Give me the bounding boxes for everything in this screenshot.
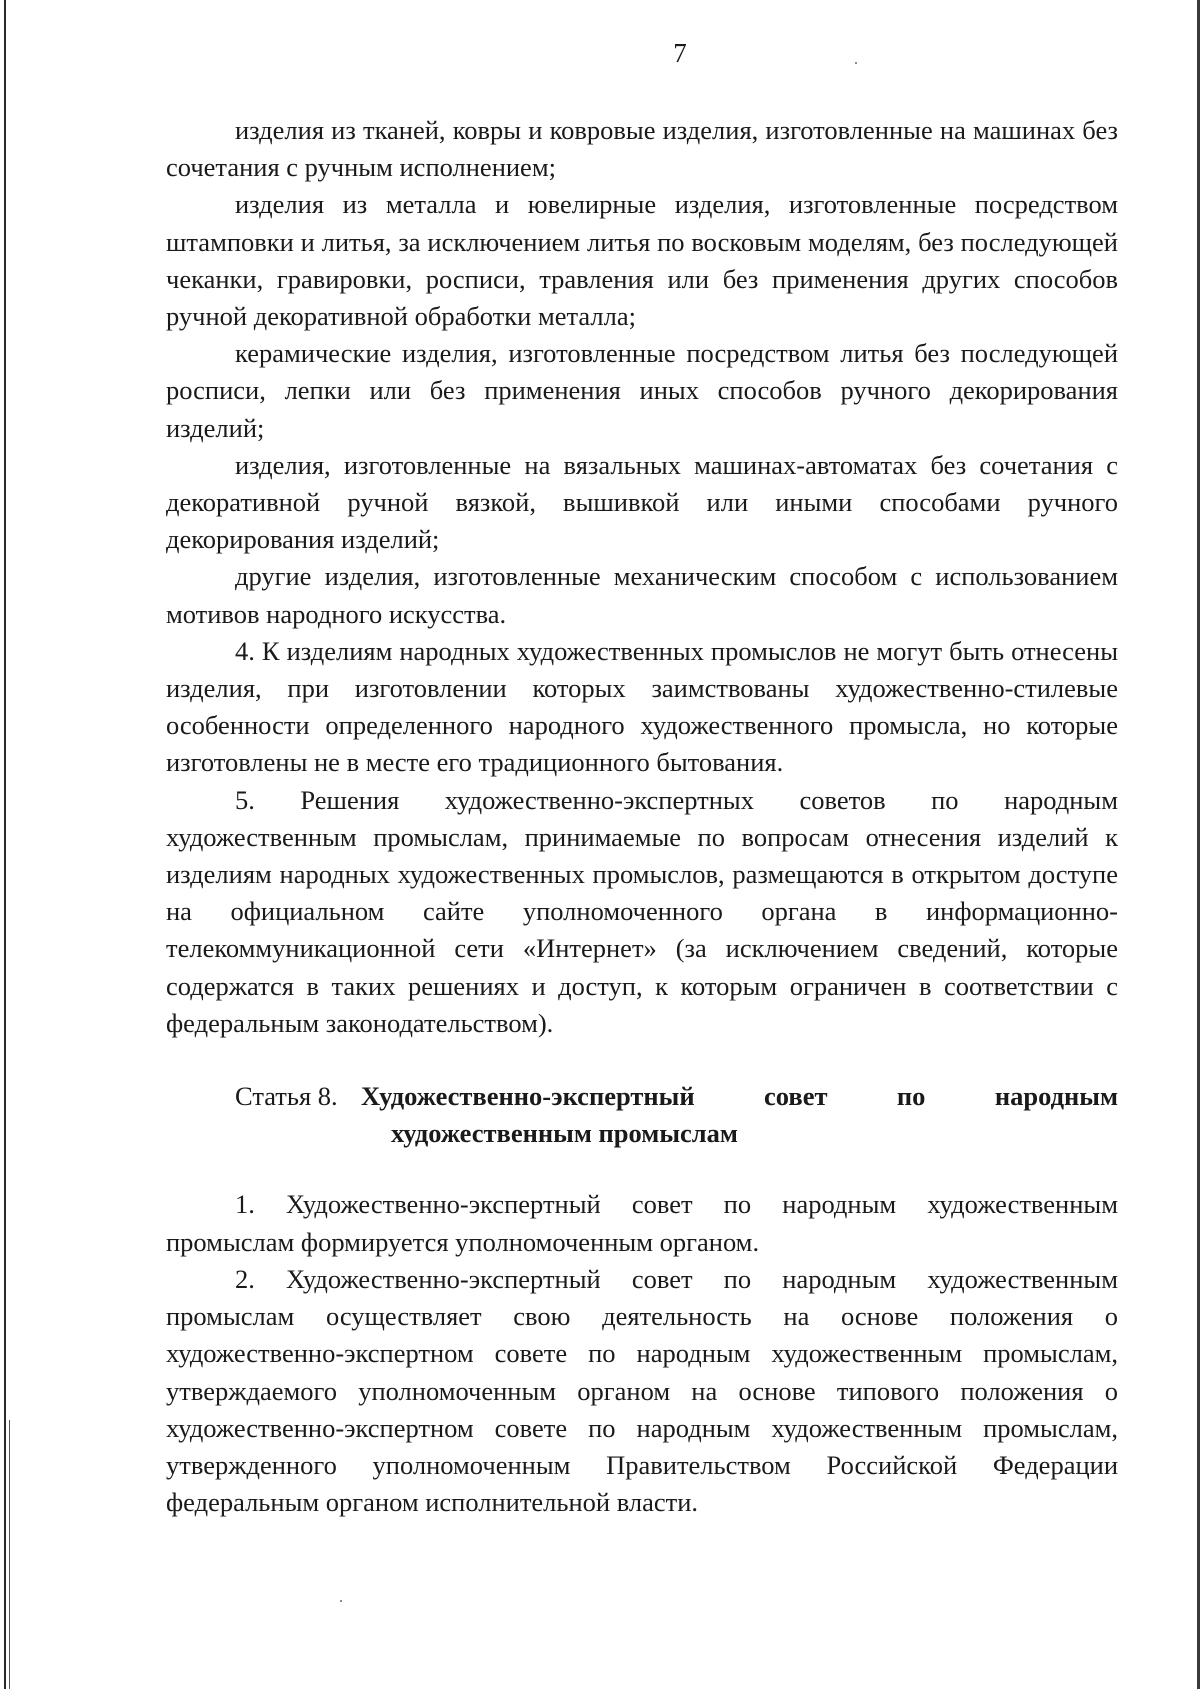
paragraph-article-8-clause-1: 1. Художественно-экспертный совет по народным художественным промыслам формируется уполномоченным органом. <box>166 1189 1118 1257</box>
paragraph-other-items: другие изделия, изготовленные механическим способом с использованием мотивов народного искусства. <box>166 561 1118 629</box>
scan-left-edge-secondary <box>9 1420 10 1689</box>
paragraph-clause-4: 4. К изделиям народных художественных промыслов не могут быть отнесены изделия, при изготовлении которых заимствованы художественно-стилевые особенности определенного народного художественного промысла, но которые изготовлены не в месте его традиционного бытования. <box>166 635 1118 778</box>
scan-speck <box>855 62 857 64</box>
article-label: Статья 8. <box>235 1081 338 1112</box>
paragraph-article-8-clause-2: 2. Художественно-экспертный совет по народным художественным промыслам осуществляет свою деятельность на основе положения о художественно-экспертном совете по народным художественным промыслам, утверждаемого уполномоченным органом на основе типового положения о художественно-экспертном совете по народным художественным промыслам, утвержденного уполномоченным Правительством Российской Федерации федеральным органом исполнительной власти. <box>166 1263 1118 1518</box>
scan-left-edge <box>4 0 6 1689</box>
paragraph-ceramic-items: керамические изделия, изготовленные посредством литья без последующей росписи, лепки или без применения иных способов ручного декорирования изделий; <box>166 338 1118 443</box>
page-number: 7 <box>673 38 687 68</box>
article-heading <box>166 1078 1118 1152</box>
paragraph-clause-5: 5. Решения художественно-экспертных советов по народным художественным промыслам, принимаемые по вопросам отнесения изделий к изделиям народных художественных промыслов, размещаются в открытом доступе на официальном сайте уполномоченного органа в информационно-телекоммуникационной сети «Интернет» (за исключением сведений, которые содержатся в таких решениях и доступ, к которым ограничен в соответствии с федеральным законодательством). <box>166 784 1118 1038</box>
paragraph-knitted-items: изделия, изготовленные на вязальных машинах-автоматах без сочетания с декоративной ручной вязкой, вышивкой или иными способами ручного декорирования изделий; <box>166 449 1118 555</box>
document-body <box>166 112 1118 1521</box>
scan-speck <box>340 1600 342 1602</box>
paragraph-textile-items: изделия из тканей, ковры и ковровые изделия, изготовленные на машинах без сочетания с ручным исполнением; <box>166 115 1118 183</box>
article-title <box>361 1078 1118 1152</box>
article-title-line-1: Художественно-экспертный совет по народным <box>361 1081 1118 1112</box>
paragraph-metal-items: изделия из металла и ювелирные изделия, изготовленные посредством штамповки и литья, за исключением литья по восковым моделям, без последующей чеканки, гравировки, росписи, травления или без применения других способов ручной декоративной обработки металла; <box>166 189 1118 332</box>
article-title-line-2: художественным промыслам <box>391 1118 738 1149</box>
